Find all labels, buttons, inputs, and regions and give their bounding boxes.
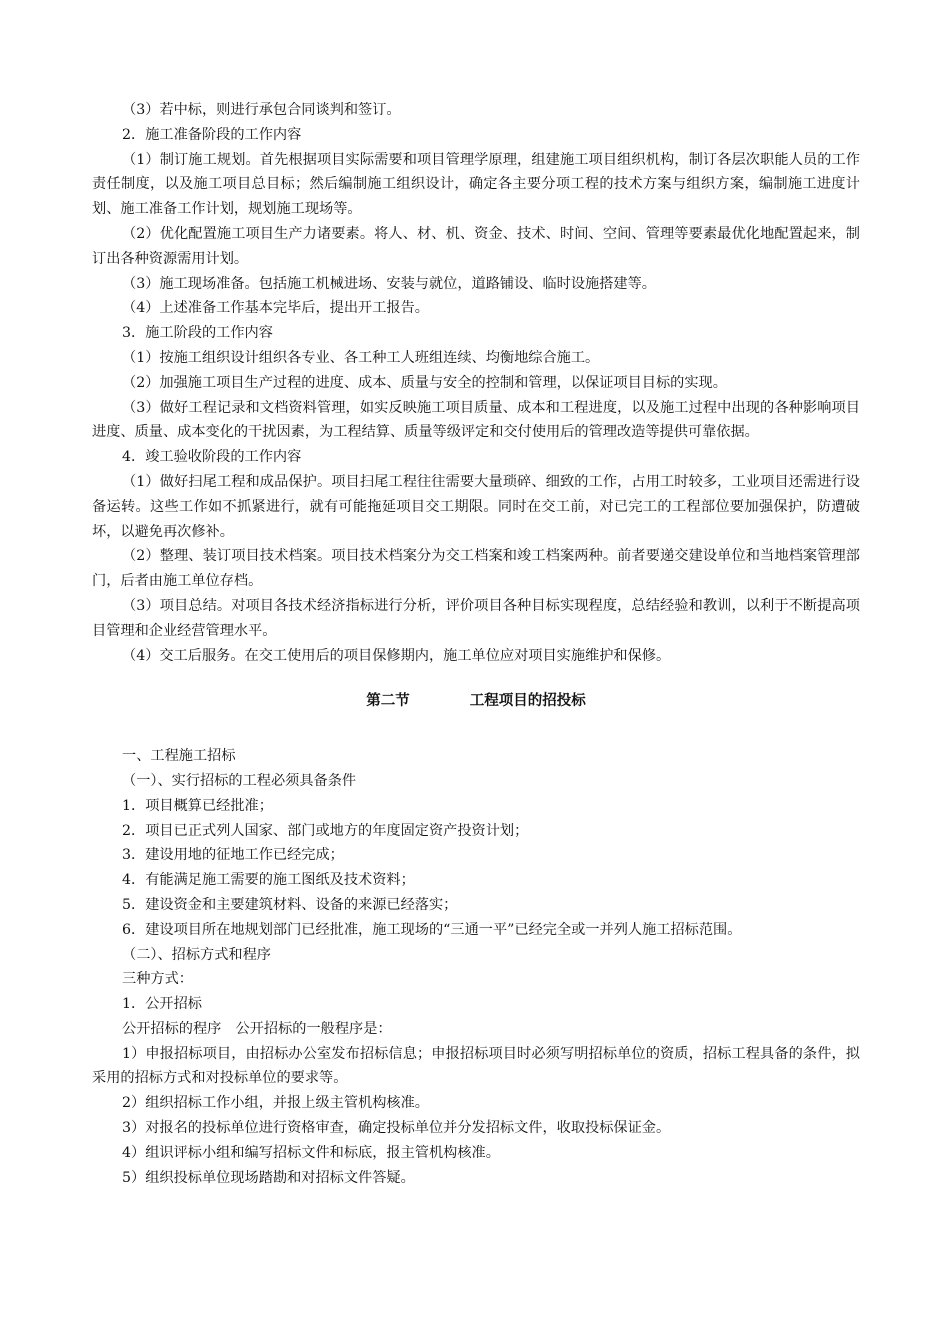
- list-item: 4．有能满足施工需要的施工图纸及技术资料；: [122, 872, 415, 889]
- paragraph: （1）制订施工规划。首先根据项目实际需要和项目管理学原理，组建施工项目组织机构，制订各层次职能人员的工作责任制度，以及施工项目总目标；然后编制施工组织设计，确定各主要分项工程的技术方案与组织方案，编制施工进度计划、施工准备工作计划，规划施工现场等。: [92, 151, 860, 218]
- heading-level-2: （二）、招标方式和程序: [122, 946, 271, 963]
- paragraph: （3）项目总结。对项目各技术经济指标进行分析，评价项目各种目标实现程度，总结经验和教训，以利于不断提高项目管理和企业经营管理水平。: [92, 597, 860, 639]
- paragraph: （3）若中标，则进行承包合同谈判和签订。: [122, 102, 401, 118]
- paragraph: （2）加强施工项目生产过程的进度、成本、质量与安全的控制和管理，以保证项目目标的实现。: [122, 374, 727, 391]
- list-item: 6．建设项目所在地规划部门已经批准，施工现场的“三通一平”已经完全或一并列人施工招标范围。: [122, 921, 742, 938]
- paragraph: （4）交工后服务。在交工使用后的项目保修期内，施工单位应对项目实施维护和保修。: [122, 647, 671, 664]
- list-item: 5）组织投标单位现场踏勘和对招标文件答疑。: [122, 1169, 415, 1186]
- section-heading: [92, 689, 860, 714]
- subsection-heading: 4．竣工验收阶段的工作内容: [122, 449, 302, 466]
- list-item: 5．建设资金和主要建筑材料、设备的来源已经落实；: [122, 896, 458, 913]
- list-item: 1．项目概算已经批准；: [122, 797, 273, 814]
- list-item: 1．公开招标: [122, 996, 202, 1013]
- list-item: 4）组识评标小组和编写招标文件和标底，报主管机构核准。: [122, 1144, 500, 1161]
- list-item: 1）申报招标项目，由招标办公室发布招标信息；申报招标项目时必须写明招标单位的资质，招标工程具备的条件，拟采用的招标方式和对投标单位的要求等。: [92, 1045, 860, 1087]
- paragraph: （2）整理、装订项目技术档案。项目技术档案分为交工档案和竣工档案两种。前者要递交建设单位和当地档案管理部门，后者由施工单位存档。: [92, 548, 860, 590]
- list-item: 3．建设用地的征地工作已经完成；: [122, 847, 344, 864]
- list-item: 3）对报名的投标单位进行资格审查，确定投标单位并分发招标文件，收取投标保证金。: [122, 1120, 671, 1137]
- paragraph: 三种方式：: [122, 971, 193, 988]
- paragraph: （1）按施工组织设计组织各专业、各工种工人班组连续、均衡地综合施工。: [122, 349, 600, 366]
- paragraph: （3）做好工程记录和文档资料管理，如实反映施工项目质量、成本和工程进度，以及施工过程中出现的各种影响项目进度、质量、成本变化的干扰因素，为工程结算、质量等级评定和交付使用后的管理改造等提供可靠依据。: [92, 399, 860, 441]
- paragraph: （4）上述准备工作基本完毕后，提出开工报告。: [122, 300, 429, 317]
- subsection-heading: 2．施工准备阶段的工作内容: [122, 126, 302, 143]
- paragraph: （2）优化配置施工项目生产力诸要素。将人、材、机、资金、技术、时间、空间、管理等要素最优化地配置起来，制订出各种资源需用计划。: [92, 225, 860, 267]
- subsection-heading: 3．施工阶段的工作内容: [122, 325, 273, 342]
- spacer: [92, 714, 860, 744]
- paragraph: （1）做好扫尾工程和成品保护。项目扫尾工程往往需要大量琐碎、细致的工作，占用工时较多，工业项目还需进行设备运转。这些工作如不抓紧进行，就有可能拖延项目交工期限。同时在交工前，对已完工的工程部位要加强保护，防遭破坏，以避免再次修补。: [92, 473, 860, 540]
- heading-level-2: （一）、实行招标的工程必须具备条件: [122, 772, 357, 789]
- list-item: 2）组织招标工作小组，并报上级主管机构核准。: [122, 1095, 429, 1112]
- section-title: 工程项目的招投标: [469, 692, 586, 710]
- paragraph: 公开招标的程序 公开招标的一般程序是：: [122, 1020, 392, 1037]
- spacer: [92, 668, 860, 689]
- list-item: 2．项目已正式列人国家、部门或地方的年度固定资产投资计划；: [122, 822, 529, 839]
- heading-level-1: 一、工程施工招标: [122, 748, 236, 765]
- paragraph: （3）施工现场准备。包括施工机械进场、安装与就位，道路铺设、临时设施搭建等。: [122, 275, 656, 292]
- section-number: 第二节: [366, 692, 410, 710]
